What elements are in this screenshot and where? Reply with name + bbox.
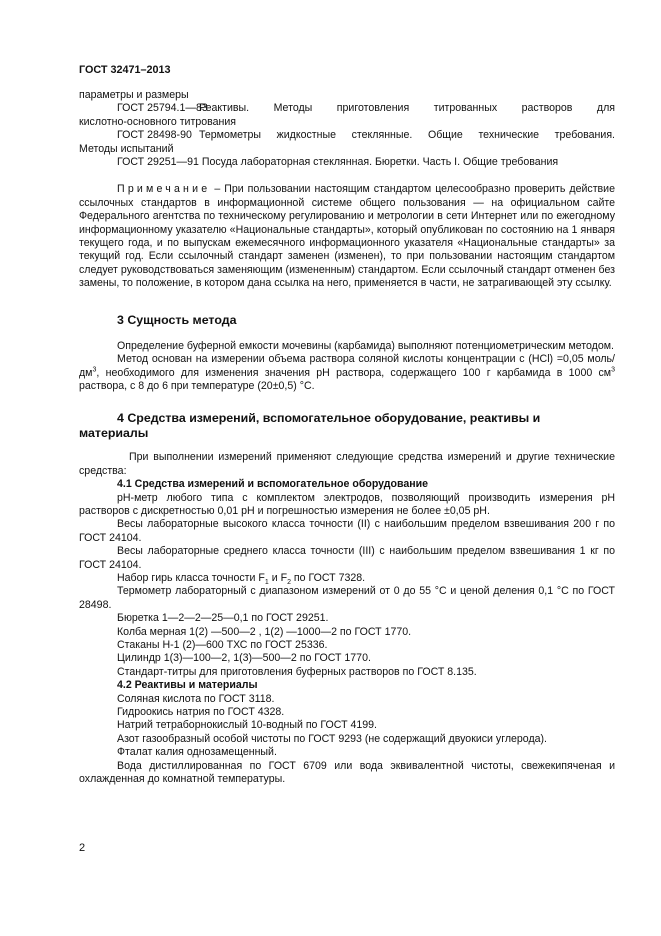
ref-code: ГОСТ 28498-90 bbox=[117, 129, 192, 142]
reagent-item: Фталат калия однозамещенный. bbox=[117, 746, 277, 759]
reagent-item: Натрий тетраборнокислый 10-водный по ГОСТ 4199. bbox=[117, 719, 378, 732]
page-header: ГОСТ 32471–2013 bbox=[79, 64, 171, 76]
equipment-item: Колба мерная 1(2) —500—2 , 1(2) —1000—2 по ГОСТ 1770. bbox=[117, 625, 412, 638]
equipment-item: Стандарт-титры для приготовления буферных растворов по ГОСТ 8.135. bbox=[117, 665, 477, 678]
note-label: Примечание bbox=[117, 183, 211, 196]
reagent-item: Азот газообразный особой чистоты по ГОСТ 9293 (не содержащий двуокиси углерода). bbox=[117, 732, 547, 745]
equipment-item: Стаканы Н-1 (2)—600 ТХС по ГОСТ 25336. bbox=[117, 639, 328, 651]
section-3-paragraph-1: Определение буферной емкости мочевины (карбамида) выполняют потенциометрическим методом. bbox=[117, 339, 614, 352]
ref-text-cont: кислотно-основного титрования bbox=[79, 115, 237, 128]
note-paragraph bbox=[79, 183, 615, 290]
section-4-title: 4 Средства измерений, вспомогательное оборудование, реактивы и материалы bbox=[79, 411, 541, 441]
reagent-item: Вода дистиллированная по ГОСТ 6709 или вода эквивалентной чистоты, свежекипяченая и охлажденная до комнатной температуры. bbox=[79, 759, 615, 786]
equipment-item: Весы лабораторные среднего класса точности (III) с наибольшим пределом взвешивания 1 кг по ГОСТ 24104. bbox=[79, 545, 615, 571]
note-text: При пользовании настоящим стандартом целесообразно проверить действие ссылочных стандартов в информационной системе общего пользования — на официальном сайте Федерального агентства по техническому регулированию и метрологии в сети Интернет или по ежегодному информационному указателю «Национальные стандарты», который опубликован по состоянию на 1 января текущего года, и по выпускам ежемесячного информационного указателя «Национальные стандарты» за текущий год. Если ссылочный стандарт заменен (изменен), то при пользовании настоящим стандартом следует руководствоваться заменяющим (измененным) стандартом. Если ссылочный стандарт отменен без замены, то положение, в котором дана ссылка на него, применяется в части, не затрагивающей эту ссылку. bbox=[79, 183, 615, 290]
subsection-4-2-title: 4.2 Реактивы и материалы bbox=[117, 679, 258, 692]
equipment-item: Весы лабораторные высокого класса точности (II) с наибольшим пределом взвешивания 200 г по ГОСТ 24104. bbox=[79, 518, 615, 544]
ref-item-last: ГОСТ 29251—91 Посуда лабораторная стеклянная. Бюретки. Часть I. Общие требования bbox=[117, 156, 559, 169]
note-dash: – bbox=[210, 183, 225, 196]
reagent-item: Соляная кислота по ГОСТ 3118. bbox=[117, 692, 275, 705]
equipment-item: Цилиндр 1(3)—100—2, 1(3)—500—2 по ГОСТ 1770. bbox=[117, 652, 371, 665]
ref-text: Реактивы. Методы приготовления титрованных растворов для bbox=[199, 102, 615, 115]
equipment-item: рН-метр любого типа с комплектом электродов, позволяющий производить измерения рН растворов с дискретностью 0,01 рН и погрешностью измерения не более ±0,05 рН. bbox=[79, 491, 615, 517]
page-content bbox=[79, 89, 615, 786]
subsection-4-1-title: 4.1 Средства измерений и вспомогательное оборудование bbox=[117, 478, 429, 491]
reagent-item: Гидроокись натрия по ГОСТ 4328. bbox=[117, 706, 285, 719]
ref-item bbox=[79, 102, 615, 115]
page-number: 2 bbox=[79, 842, 86, 854]
refs-intro: параметры и размеры bbox=[79, 89, 189, 101]
equipment-item: Термометр лабораторный с диапазоном измерений от 0 до 55 °С и ценой деления 0,1 °С по ГОСТ 28498. bbox=[79, 585, 615, 611]
section-4-intro: При выполнении измерений применяют следующие средства измерений и другие технические средства: bbox=[79, 451, 615, 477]
equipment-item: Бюретка 1—2—2—25—0,1 по ГОСТ 29251. bbox=[117, 612, 329, 625]
ref-text-cont: Методы испытаний bbox=[79, 142, 174, 155]
ref-code: ГОСТ 25794.1—83 bbox=[117, 102, 208, 115]
ref-item bbox=[79, 129, 615, 142]
equipment-item: Набор гирь класса точности $F_1$ и $F_2$ по ГОСТ 7328. bbox=[117, 571, 366, 587]
section-3-title: 3 Сущность метода bbox=[117, 312, 237, 327]
section-3-paragraph-2: Метод основан на измерении объема раствора соляной кислоты концентрации с (HCl) =0,05 моль/$дм^3$, необходимого для изменения значения рН раствора, содержащего 100 г карбамида в 1000 $см^3$ раствора, с 8 до 6 при температуре (20±0,5) °С. bbox=[79, 353, 615, 392]
ref-text: Термометры жидкостные стеклянные. Общие технические требования. bbox=[199, 129, 615, 142]
